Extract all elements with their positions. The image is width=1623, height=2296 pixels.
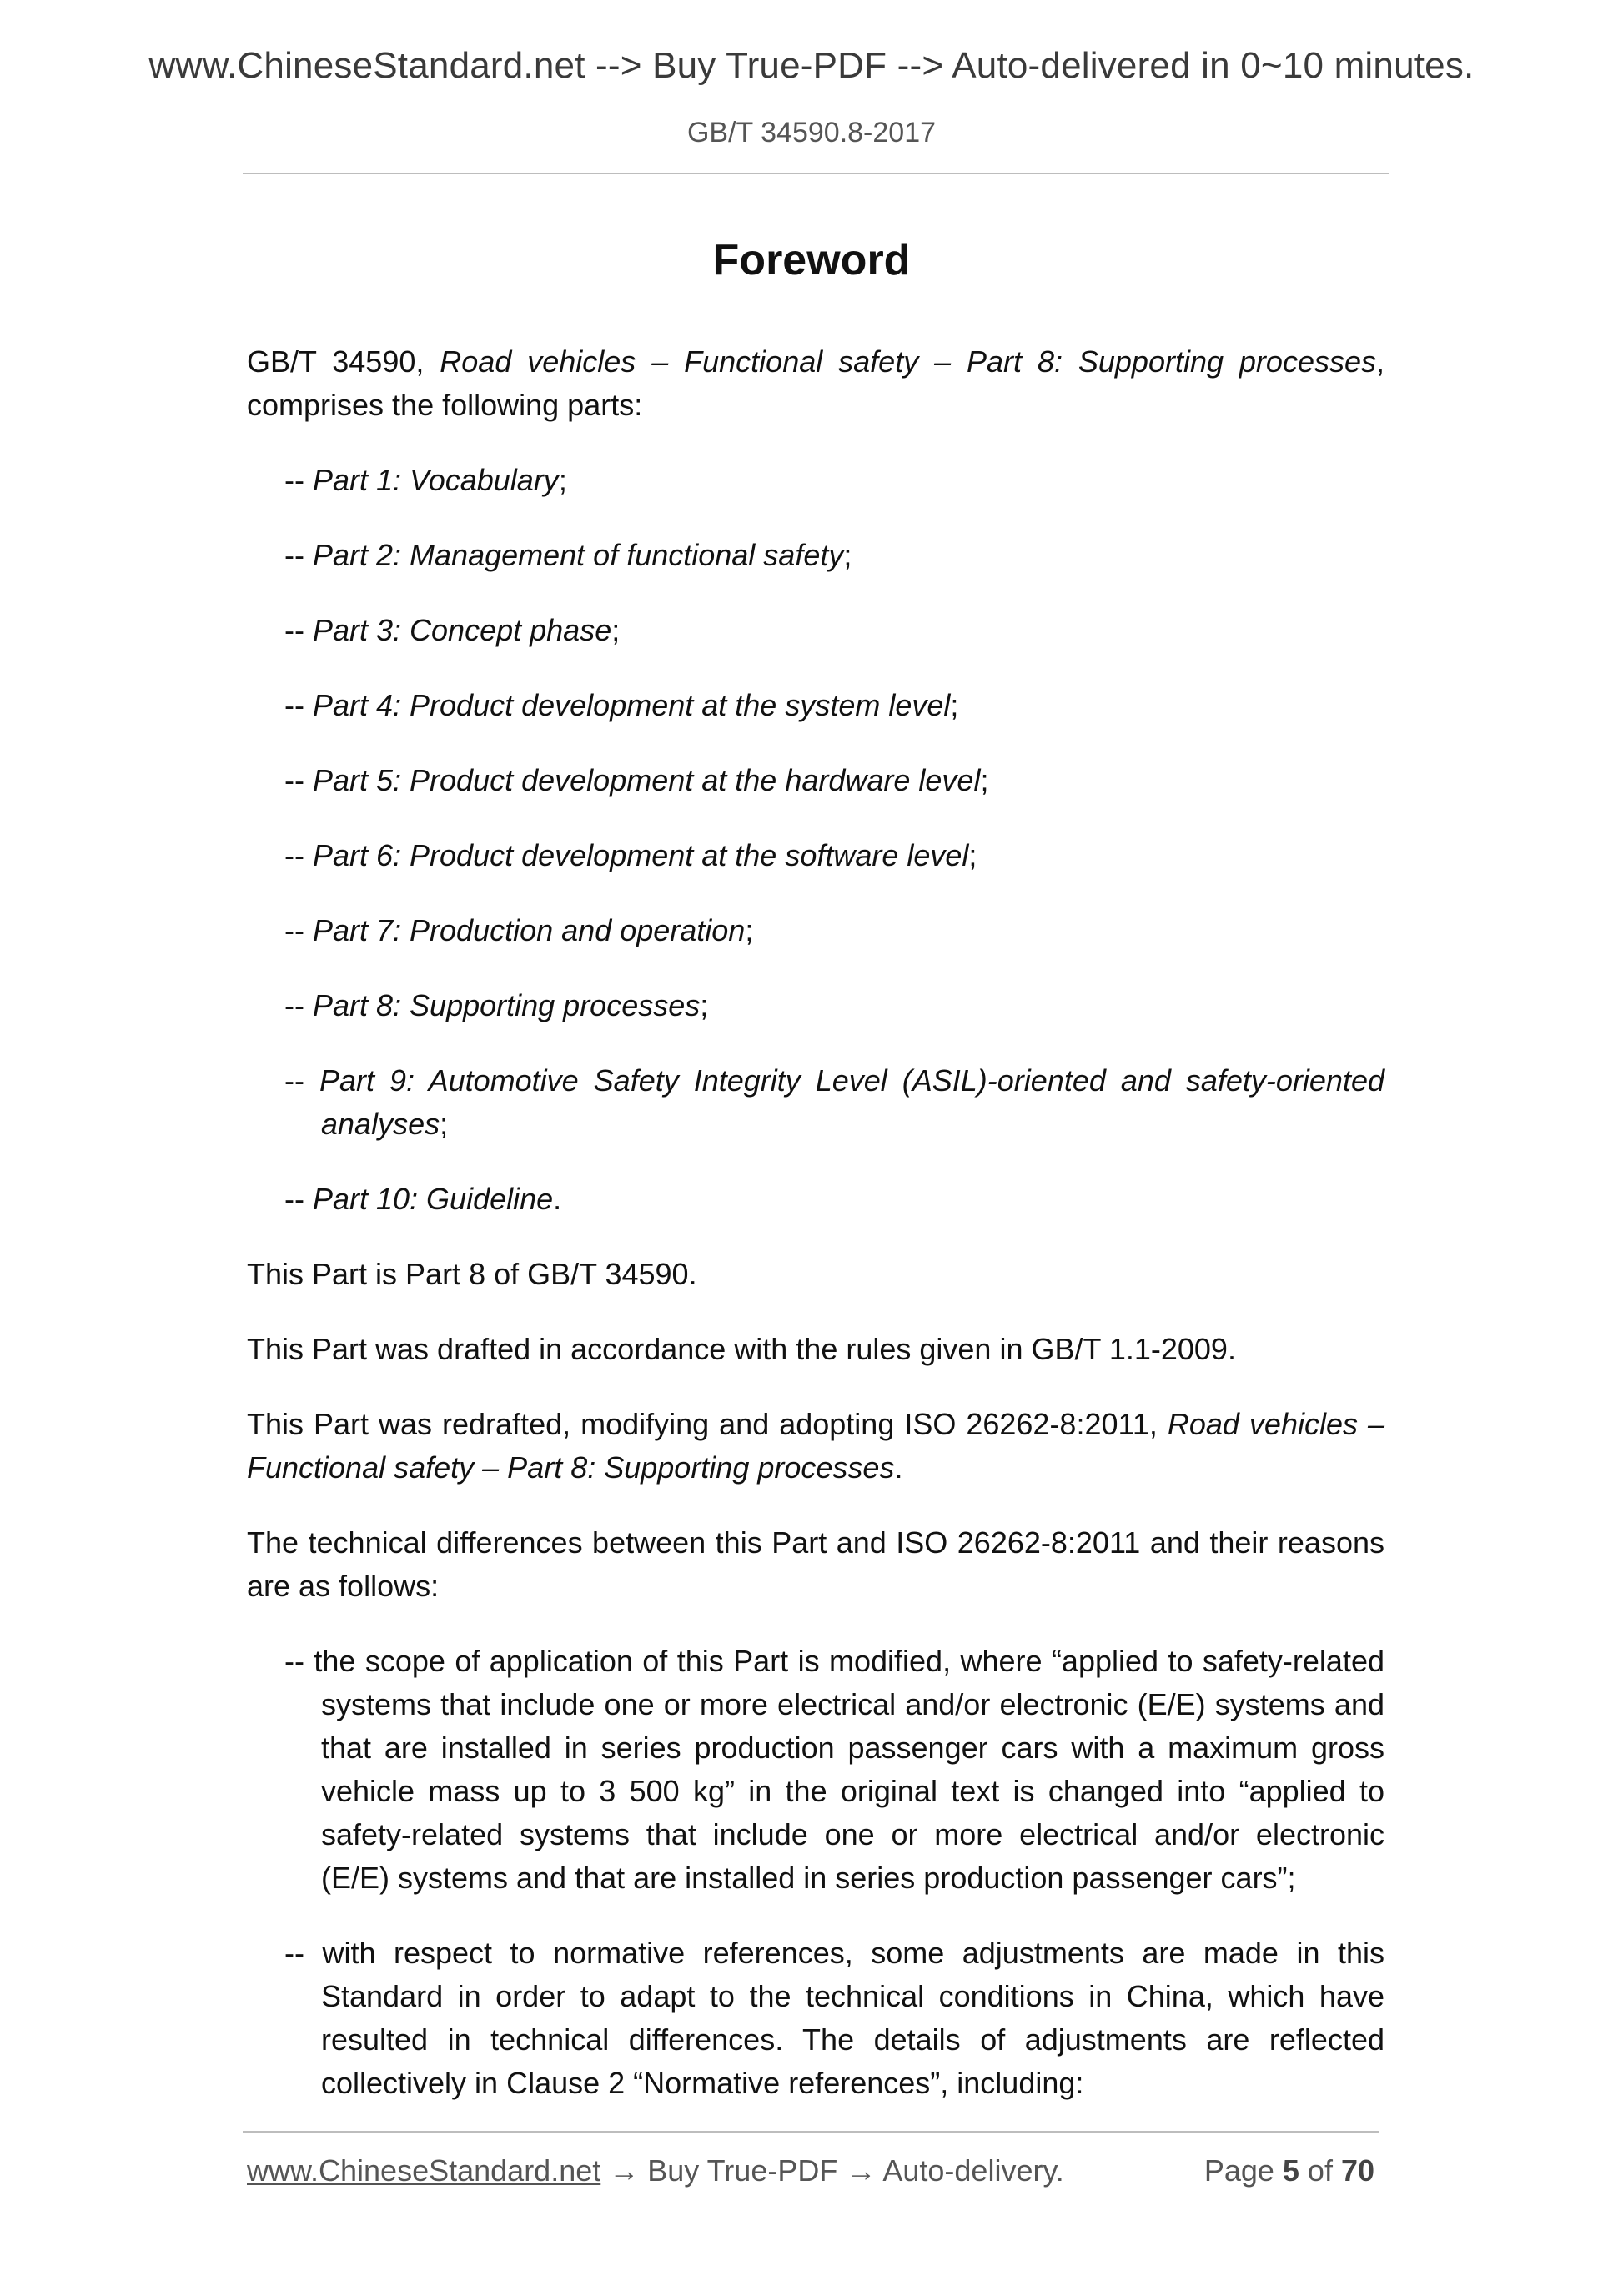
differences-paragraph: The technical differences between this Part and ISO 26262-8:2011 and their reasons are as follows:	[247, 1525, 1384, 1603]
parts-list	[247, 459, 1384, 1221]
header-banner: www.ChineseStandard.net --> Buy True-PDF --> Auto-delivered in 0~10 minutes.	[148, 45, 1475, 86]
footer-divider	[243, 2131, 1379, 2133]
list-item: -- Part 3: Concept phase;	[284, 613, 621, 647]
arrow-icon: →	[837, 2153, 883, 2188]
list-item: -- Part 9: Automotive Safety Integrity Level (ASIL)-oriented and safety-oriented analyses;	[284, 1063, 1384, 1141]
list-item: -- Part 8: Supporting processes;	[284, 988, 709, 1022]
part-number-paragraph: This Part is Part 8 of GB/T 34590.	[247, 1257, 697, 1291]
header-divider	[243, 173, 1389, 174]
list-item: -- Part 7: Production and operation;	[284, 913, 754, 947]
delivery-text: Auto-delivery.	[882, 2153, 1064, 2188]
arrow-icon: →	[600, 2153, 648, 2188]
list-item: -- Part 10: Guideline.	[284, 1182, 562, 1216]
redrafted-paragraph: This Part was redrafted, modifying and adopting ISO 26262-8:2011, Road vehicles – Functional safety – Part 8: Supporting processes.	[247, 1407, 1384, 1485]
document-body	[247, 340, 1384, 2137]
buy-text: Buy True-PDF	[647, 2153, 838, 2188]
list-item: -- Part 5: Product development at the hardware level;	[284, 763, 989, 797]
list-item: -- the scope of application of this Part is modified, where “applied to safety-related systems that include one or more electrical and/or electronic (E/E) systems and that are installed in series production passenger cars with a maximum gross vehicle mass up to 3 500 kg” in the original text is changed into “applied to safety-related systems that include one or more electrical and/or electronic (E/E) systems and that are installed in series production passenger cars”;	[284, 1644, 1384, 1895]
document-id: GB/T 34590.8-2017	[686, 117, 937, 148]
list-item: -- with respect to normative references, some adjustments are made in this Standard in order to adapt to the technical conditions in China, which have resulted in technical differences. The details of adjustments are reflected collectively in Clause 2 “Normative references”, including:	[284, 1936, 1384, 2100]
page-number: Page 5 of 70	[1203, 2153, 1374, 2188]
page-footer	[247, 2153, 1374, 2188]
list-item: -- Part 1: Vocabulary;	[284, 463, 567, 497]
page-title: Foreword	[712, 236, 911, 284]
intro-paragraph: GB/T 34590, Road vehicles – Functional safety – Part 8: Supporting processes, comprises the following parts:	[247, 344, 1385, 422]
differences-list	[247, 1640, 1384, 2105]
list-item: -- Part 4: Product development at the system level;	[284, 688, 959, 722]
drafting-rules-paragraph: This Part was drafted in accordance with the rules given in GB/T 1.1-2009.	[247, 1332, 1236, 1366]
list-item: -- Part 2: Management of functional safety;	[284, 538, 852, 572]
website-link[interactable]: www.ChineseStandard.net	[247, 2153, 601, 2188]
list-item: -- Part 6: Product development at the software level;	[284, 838, 977, 872]
